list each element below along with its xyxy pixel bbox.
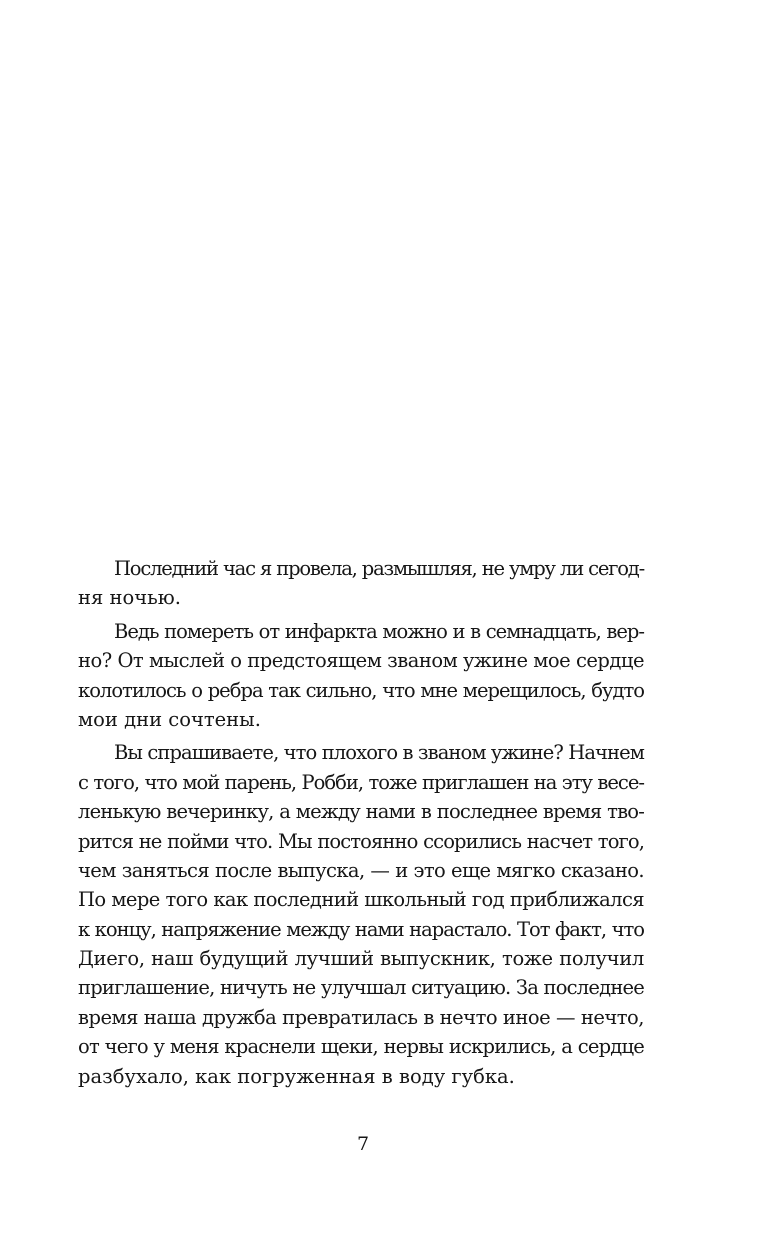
- text-line: Ведь помереть от инфаркта можно и в семнадцать, вер-: [114, 619, 644, 643]
- text-line: приглашение, ничуть не улучшал ситуацию. За последнее: [78, 976, 644, 1000]
- text-line: от чего у меня краснели щеки, нервы искрились, а сердце: [78, 1035, 644, 1059]
- text-line: рится не пойми что. Мы постоянно ссорились насчет того,: [78, 829, 644, 853]
- text-line: Вы спрашиваете, что плохого в званом ужине? Начнем: [114, 741, 645, 765]
- body-text: [78, 554, 644, 1091]
- text-line: Последний час я провела, размышляя, не умру ли сегод-: [114, 557, 644, 580]
- text-line: мои дни сочтены.: [78, 707, 261, 731]
- text-line: ленькую вечеринку, а между нами в последнее время тво-: [78, 800, 644, 824]
- text-line: По мере того как последний школьный год приближался: [78, 888, 644, 912]
- text-line: к концу, напряжение между нами нарастало. Тот факт, что: [78, 917, 644, 941]
- text-line: чем заняться после выпуска, — и это еще мягко сказано.: [78, 858, 644, 882]
- page-number: 7: [356, 1133, 370, 1155]
- text-line: Диего, наш будущий лучший выпускник, тоже получил: [78, 947, 644, 971]
- text-line: но? От мыслей о предстоящем званом ужине мое сердце: [78, 649, 644, 673]
- text-line: время наша дружба превратилась в нечто иное — нечто,: [78, 1005, 644, 1029]
- text-line: ня ночью.: [78, 586, 181, 610]
- text-line: разбухало, как погруженная в воду губка.: [78, 1064, 515, 1088]
- paragraph-2: [78, 617, 644, 735]
- text-line: с того, что мой парень, Робби, тоже приглашен на эту весе-: [78, 770, 644, 794]
- paragraph-1: [78, 554, 644, 613]
- paragraph-3: [78, 738, 644, 1091]
- text-line: колотилось о ребра так сильно, что мне мерещилось, будто: [78, 678, 644, 702]
